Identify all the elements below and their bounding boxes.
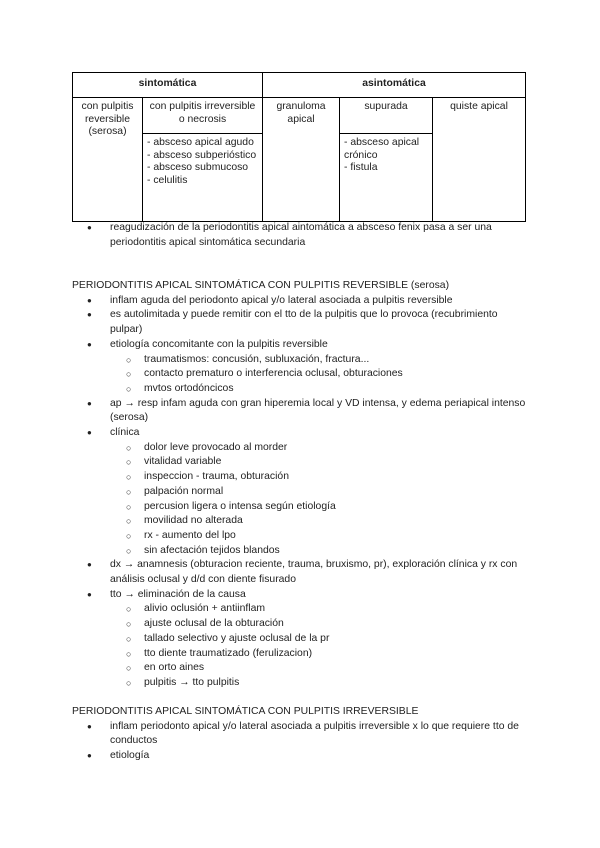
section-title: PERIODONTITIS APICAL SINTOMÁTICA CON PULPITIS IRREVERSIBLE [72, 706, 419, 717]
sub-list-item: ○ alivio oclusión + antiinflam [72, 602, 532, 617]
table-note [72, 221, 532, 250]
sub-list-item: ○ dolor leve provocado al morder [72, 441, 532, 456]
sub-list-item: ○ tallado selectivo y ajuste oclusal de la pr [72, 632, 532, 647]
classification-table [72, 72, 526, 222]
header-sintomatica: sintomática [73, 73, 263, 98]
cell-pulpitis-reversible: con pulpitis reversible (serosa) [73, 98, 143, 222]
cell-supurada: supurada [340, 98, 433, 134]
header-asintomatica: asintomática [263, 73, 526, 98]
list-item: ● dx → anamnesis (obturacion reciente, trauma, bruxismo, pr), exploración clínica y rx con análisis oclusal y d/d con diente fisurado [72, 558, 532, 587]
sub-list-item: ○ en orto aines [72, 661, 532, 676]
sub-list-item: ○ sin afectación tejidos blandos [72, 544, 532, 559]
list-item: ● tto → eliminación de la causa [72, 588, 532, 603]
sub-list-item: ○ pulpitis → tto pulpitis [72, 676, 532, 691]
sub-list-item: ○ tto diente traumatizado (ferulizacion) [72, 647, 532, 662]
sub-list-item: ○ traumatismos: concusión, subluxación, fractura... [72, 353, 532, 368]
sub-list-item: ○ rx - aumento del lpo [72, 529, 532, 544]
list-item: ● inflam aguda del periodonto apical y/o lateral asociada a pulpitis reversible [72, 294, 532, 309]
list-item: ● etiología [72, 749, 532, 764]
list-item: ● es autolimitada y puede remitir con el tto de la pulpitis que lo provoca (recubrimiento pulpar) [72, 308, 532, 337]
list-item: ● reagudización de la periodontitis apical aintomática a absceso fenix pasa a ser una periodontitis apical sintomática secundaria [72, 221, 532, 250]
sub-list-item: ○ palpación normal [72, 485, 532, 500]
list-item: ● clínica [72, 426, 532, 441]
sub-list-item: ○ ajuste oclusal de la obturación [72, 617, 532, 632]
list-item: ● ap → resp infam aguda con gran hiperemia local y VD intensa, y edema periapical intenso (serosa) [72, 397, 532, 426]
sub-list-item: ○ percusion ligera o intensa según etiología [72, 500, 532, 515]
cell-quiste: quiste apical [433, 98, 526, 222]
list-item: ● etiología concomitante con la pulpitis reversible [72, 338, 532, 353]
section-reversible [72, 279, 532, 691]
sub-list-item: ○ inspeccion - trauma, obturación [72, 470, 532, 485]
sub-list-item: ○ mvtos ortodóncicos [72, 382, 532, 397]
cell-pulpitis-irreversible: con pulpitis irreversible o necrosis [143, 98, 263, 134]
cell-granuloma: granuloma apical [263, 98, 340, 222]
sub-list-item: ○ movilidad no alterada [72, 514, 532, 529]
section-title: PERIODONTITIS APICAL SINTOMÁTICA CON PULPITIS REVERSIBLE (serosa) [72, 280, 450, 291]
sub-list-item: ○ contacto prematuro o interferencia oclusal, obturaciones [72, 367, 532, 382]
section-irreversible [72, 705, 532, 764]
cell-abscess-list: - absceso apical agudo - absceso subperióstico - absceso submucoso - celulitis [143, 134, 263, 222]
cell-chronic-list: - absceso apical crónico - fistula [340, 134, 433, 222]
list-item: ● inflam periodonto apical y/o lateral asociada a pulpitis irreversible x lo que requiere tto de conductos [72, 720, 532, 749]
sub-list-item: ○ vitalidad variable [72, 455, 532, 470]
